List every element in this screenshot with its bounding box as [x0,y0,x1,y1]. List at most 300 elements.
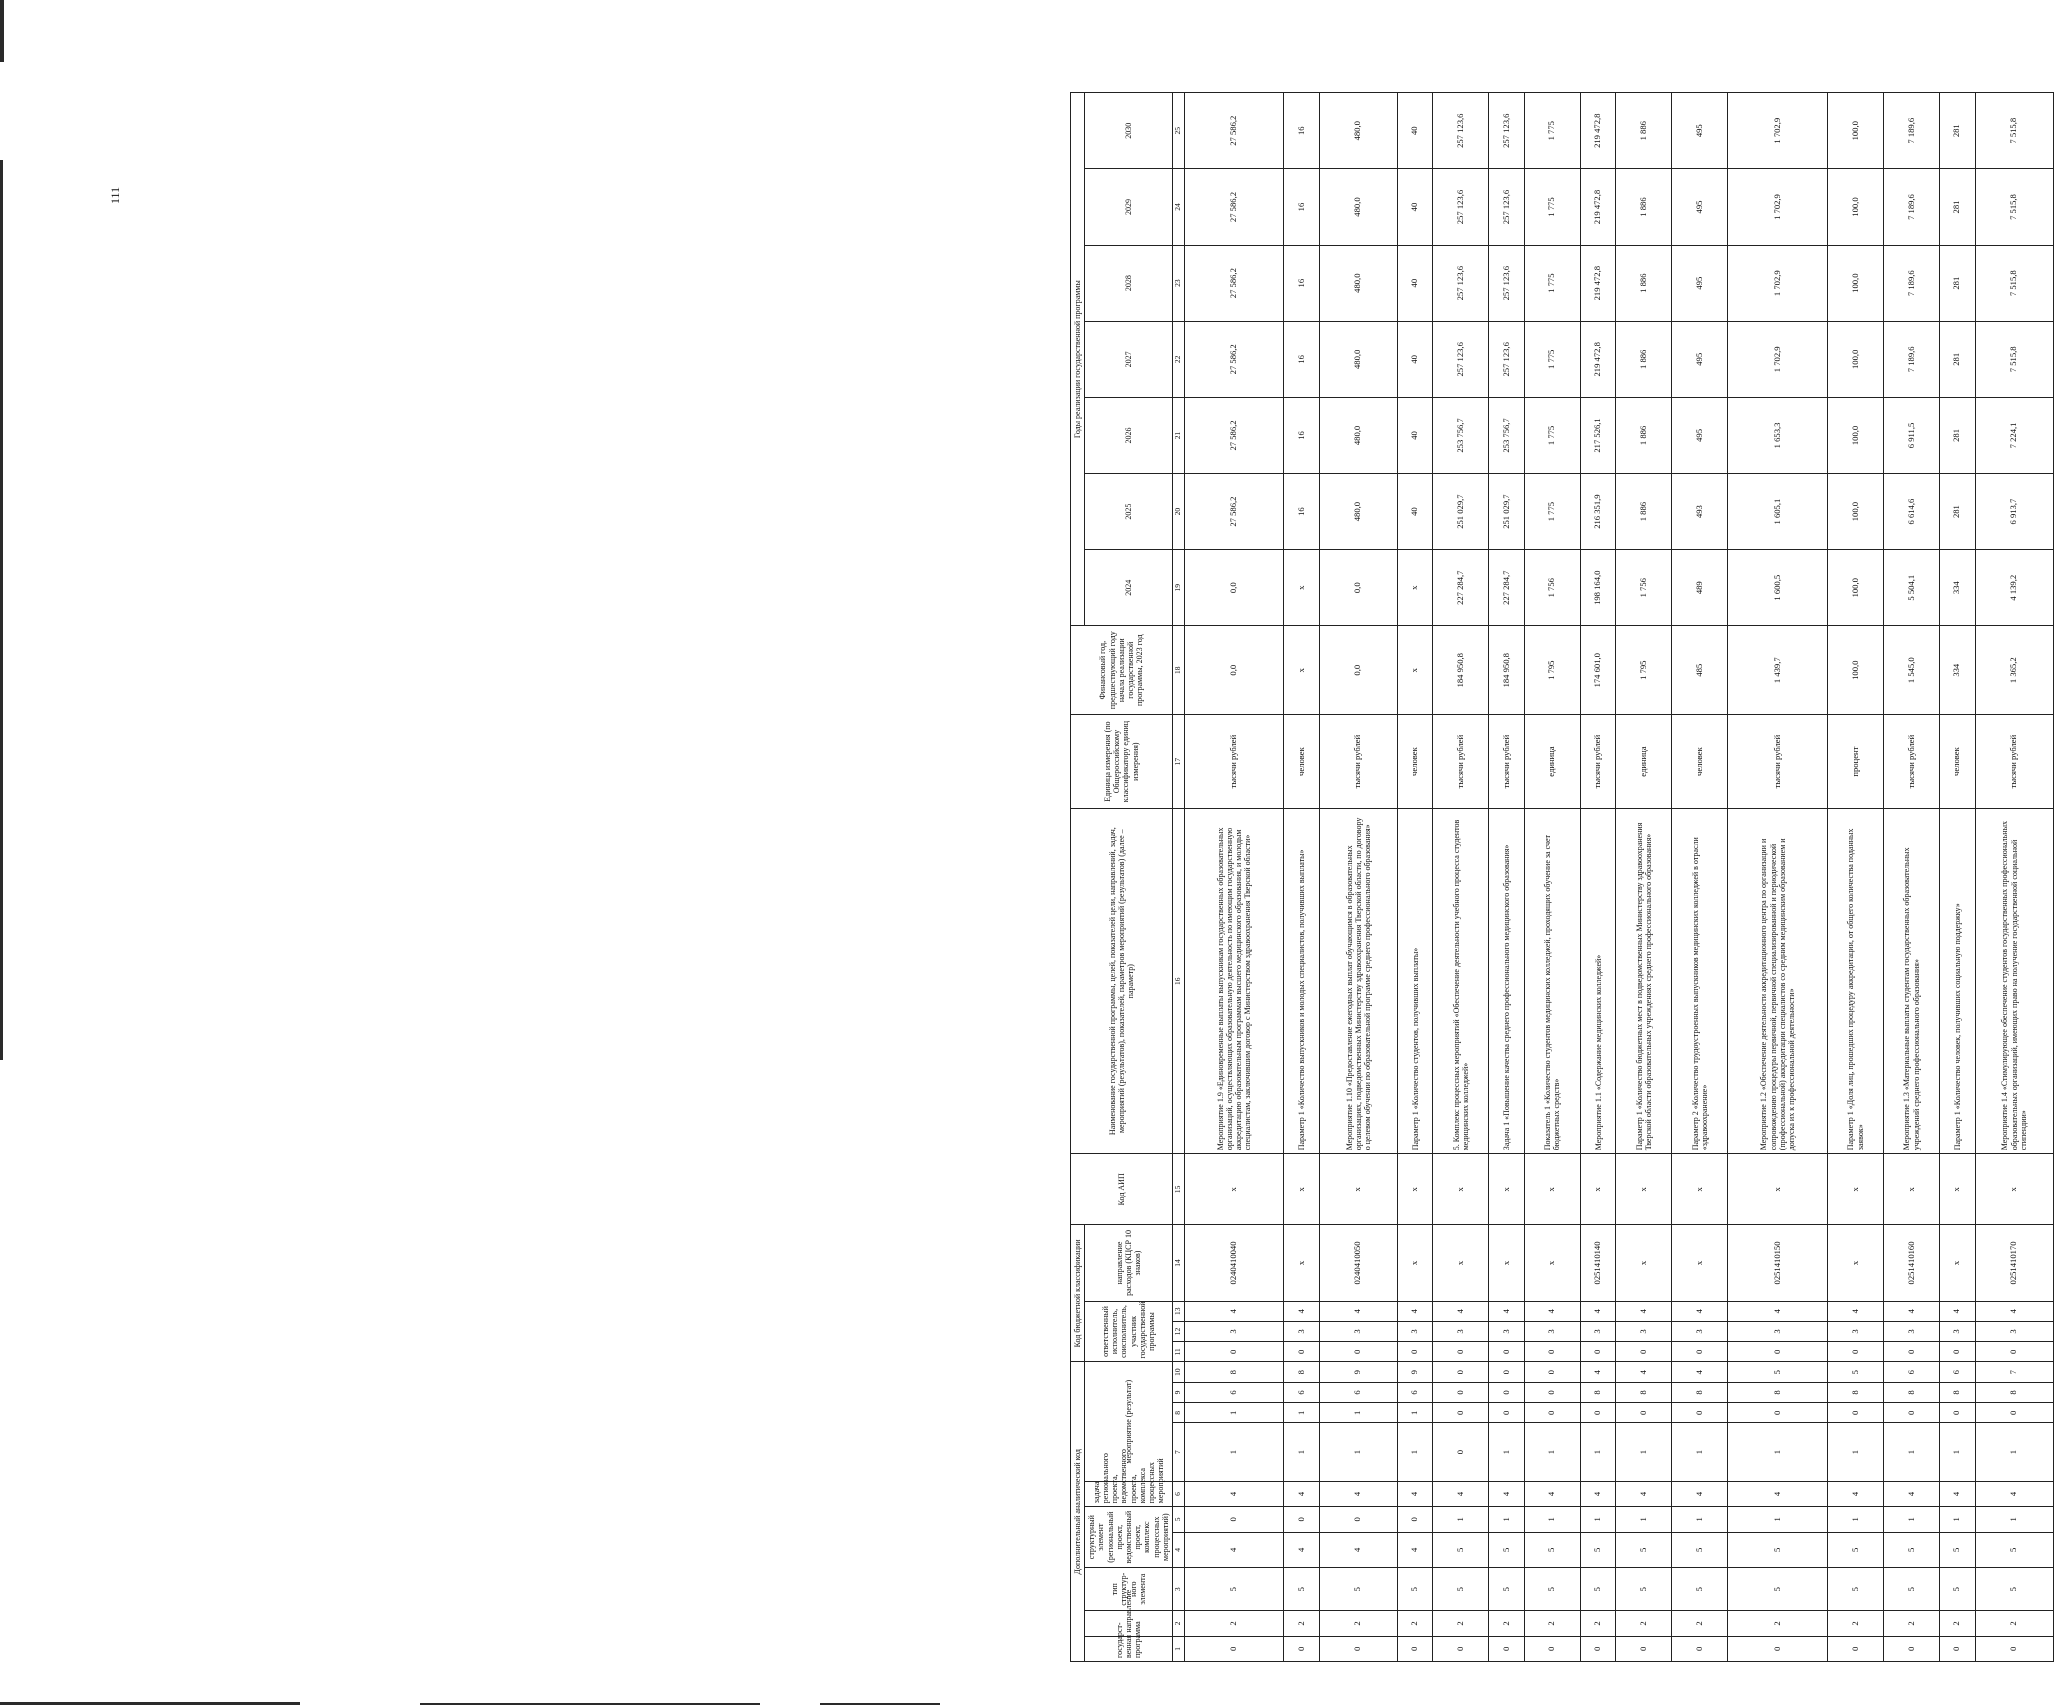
year-value-cell: 253 756,7 [1433,397,1489,473]
year-value-cell: 257 123,6 [1489,169,1525,245]
code-cell: 1 [1728,1423,1828,1481]
code-cell: 8 [1580,1382,1616,1402]
code-cell: 0 [1433,1382,1489,1402]
code-cell: 0 [1397,1507,1433,1532]
code-cell: 8 [1940,1382,1976,1402]
year-value-cell: 27 586,2 [1184,321,1284,397]
column-number: 21 [1172,397,1184,473]
year-value-cell: 6 911,5 [1884,397,1940,473]
code-cell: 3 [1975,1321,2053,1341]
name-cell: Параметр 1 «Доля лиц, прошедших процедуру аккредитации, от общего количества поданных заявок» [1828,809,1884,1154]
year-value-cell: 281 [1940,474,1976,550]
table-row [1489,93,1525,1662]
year-value-cell: 1 886 [1616,474,1672,550]
aip-cell: x [1319,1154,1397,1225]
column-number: 2 [1172,1611,1184,1636]
code-cell: 0 [1884,1403,1940,1423]
table-row [1284,93,1320,1662]
year-value-cell: 1 886 [1616,321,1672,397]
code-cell: 5 [1728,1362,1828,1382]
name-cell: Задача 1 «Повышение качества среднего профессионального медицинского образования» [1489,809,1525,1154]
name-cell: Мероприятие 1.10 «Предоставление ежегодных выплат обучающимся в образовательных организациях, подведомственных Министерству здравоохранения Тверской области, по договору о целевом обучении по образовательной программе среднего профессионального образования» [1319,809,1397,1154]
year-value-cell: 1 702,9 [1728,245,1828,321]
column-number: 7 [1172,1423,1184,1481]
code-cell: 6 [1940,1362,1976,1382]
year-value-cell: 217 526,1 [1580,397,1616,473]
code-cell: 1 [1524,1423,1580,1481]
fin-year-cell: 1 365,2 [1975,626,2053,715]
code-cell: 0 [1975,1403,2053,1423]
code-cell: 6 [1319,1382,1397,1402]
year-value-cell: 1 775 [1524,474,1580,550]
code-cell: 4 [1397,1532,1433,1568]
code-cell: 5 [1433,1568,1489,1611]
table-row [1397,93,1433,1662]
column-number: 25 [1172,93,1184,169]
code-cell: 8 [1828,1382,1884,1402]
year-value-cell: 7 515,8 [1975,169,2053,245]
code-cell: 5 [1184,1568,1284,1611]
code-cell: 5 [1828,1532,1884,1568]
year-value-cell: 7 189,6 [1884,245,1940,321]
code-cell: 4 [1489,1301,1525,1321]
column-number: 23 [1172,245,1184,321]
code-cell: 4 [1184,1481,1284,1506]
year-value-cell: 1 653,3 [1728,397,1828,473]
header-task: задача регионального проекта, ведомственного проекта, комплекса процессных мероприятий [1085,1481,1173,1506]
year-value-cell: 1 775 [1524,245,1580,321]
year-value-cell: 480,0 [1319,93,1397,169]
code-cell: 0 [1940,1403,1976,1423]
header-year-2028: 2028 [1085,245,1173,321]
code-cell: 3 [1524,1321,1580,1341]
kcsr-cell: x [1940,1225,1976,1301]
code-cell: 4 [1284,1301,1320,1321]
year-value-cell: 16 [1284,245,1320,321]
year-value-cell: 16 [1284,169,1320,245]
aip-cell: x [1828,1154,1884,1225]
fin-year-cell: 0,0 [1184,626,1284,715]
year-value-cell: 0,0 [1319,550,1397,626]
name-cell: Параметр 1 «Количество студентов, получивших выплаты» [1397,809,1433,1154]
kcsr-cell: x [1672,1225,1728,1301]
year-value-cell: 40 [1397,397,1433,473]
kcsr-cell: x [1433,1225,1489,1301]
scan-edge-top-left [0,0,4,62]
header-struct-type: тип структур-ного элемента [1085,1568,1173,1611]
code-cell: 1 [1728,1507,1828,1532]
code-cell: 2 [1284,1611,1320,1636]
code-cell: 4 [1975,1301,2053,1321]
year-value-cell: 1 886 [1616,397,1672,473]
code-cell: 4 [1940,1481,1976,1506]
code-cell: 5 [1728,1532,1828,1568]
code-cell: 4 [1433,1301,1489,1321]
unit-cell: тысячи рублей [1319,715,1397,809]
fin-year-cell: 1 795 [1524,626,1580,715]
year-value-cell: 4 139,2 [1975,550,2053,626]
year-value-cell: 257 123,6 [1433,245,1489,321]
code-cell: 4 [1616,1362,1672,1382]
year-value-cell: 257 123,6 [1433,93,1489,169]
code-cell: 0 [1524,1403,1580,1423]
name-cell: Мероприятие 1.2 «Обеспечение деятельности аккредитационного центра по организации и сопровождению процедуры первичной, первичной специализированной и периодической (профессиональной) аккредитации специалистов со средним медицинским образованием и допуска их к профессиональной деятельности» [1728,809,1828,1154]
header-program: государст-венная программа [1085,1636,1173,1661]
code-cell: 2 [1433,1611,1489,1636]
code-cell: 0 [1616,1342,1672,1362]
code-cell: 5 [1489,1532,1525,1568]
year-value-cell: 100,0 [1828,550,1884,626]
aip-cell: x [1433,1154,1489,1225]
column-number: 18 [1172,626,1184,715]
year-value-cell: 1 702,9 [1728,93,1828,169]
year-value-cell: 257 123,6 [1433,169,1489,245]
header-dop-code: Дополнительный аналитический код [1071,1362,1085,1662]
unit-cell: тысячи рублей [1580,715,1616,809]
name-cell: Параметр 2 «Количество трудоустроенных выпускников медицинских колледжей в отрасли «здравоохранение» [1672,809,1728,1154]
code-cell: 0 [1828,1342,1884,1362]
code-cell: 5 [1580,1532,1616,1568]
year-value-cell: 257 123,6 [1489,245,1525,321]
code-cell: 1 [1284,1403,1320,1423]
code-cell: 1 [1397,1423,1433,1481]
code-cell: 1 [1616,1507,1672,1532]
code-cell: 3 [1940,1321,1976,1341]
code-cell: 4 [1184,1301,1284,1321]
code-cell: 2 [1975,1611,2053,1636]
year-value-cell: 7 189,6 [1884,93,1940,169]
table-body [1184,93,2053,1662]
code-cell: 4 [1672,1301,1728,1321]
column-number: 9 [1172,1382,1184,1402]
code-cell: 7 [1975,1362,2053,1382]
column-number: 12 [1172,1321,1184,1341]
code-cell: 0 [1524,1342,1580,1362]
year-value-cell: 40 [1397,245,1433,321]
header-expense: направление расходов (КЦСР 10 знаков) [1085,1225,1173,1301]
code-cell: 3 [1616,1321,1672,1341]
year-value-cell: 480,0 [1319,397,1397,473]
unit-cell: процент [1828,715,1884,809]
code-cell: 1 [1580,1423,1616,1481]
code-cell: 3 [1433,1321,1489,1341]
header-admin: ответственный исполнитель, соисполнитель, участник государственной программы [1085,1301,1173,1362]
code-cell: 1 [1940,1423,1976,1481]
aip-cell: x [1284,1154,1320,1225]
kcsr-cell: x [1616,1225,1672,1301]
scan-edge-left [0,160,3,1060]
code-cell: 4 [1580,1481,1616,1506]
unit-cell: человек [1284,715,1320,809]
column-number: 8 [1172,1403,1184,1423]
kcsr-cell: x [1524,1225,1580,1301]
header-row-1 [1071,93,1085,1662]
code-cell: 0 [1284,1342,1320,1362]
code-cell: 3 [1284,1321,1320,1341]
year-value-cell: 1 605,1 [1728,474,1828,550]
code-cell: 0 [1728,1403,1828,1423]
code-cell: 1 [1580,1507,1616,1532]
year-value-cell: 216 351,9 [1580,474,1616,550]
year-value-cell: 257 123,6 [1489,93,1525,169]
year-value-cell: 281 [1940,397,1976,473]
fin-year-cell: 0,0 [1319,626,1397,715]
code-cell: 0 [1940,1342,1976,1362]
code-cell: 4 [1319,1532,1397,1568]
unit-cell: человек [1940,715,1976,809]
unit-cell: тысячи рублей [1489,715,1525,809]
code-cell: 1 [1319,1423,1397,1481]
header-kbk: Код бюджетной классификации [1071,1225,1085,1362]
code-cell: 3 [1884,1321,1940,1341]
year-value-cell: 334 [1940,550,1976,626]
code-cell: 4 [1489,1481,1525,1506]
code-cell: 1 [1672,1507,1728,1532]
code-cell: 5 [1884,1568,1940,1611]
column-number: 13 [1172,1301,1184,1321]
year-value-cell: 40 [1397,169,1433,245]
fin-year-cell: 485 [1672,626,1728,715]
kcsr-cell: x [1397,1225,1433,1301]
code-cell: 3 [1397,1321,1433,1341]
code-cell: 1 [1489,1507,1525,1532]
name-cell: Параметр 1 «Количество бюджетных мест в подведомственных Министерству здравоохранения Тверской области образовательных учреждениях среднего профессионального образования» [1616,809,1672,1154]
year-value-cell: x [1397,550,1433,626]
code-cell: 0 [1828,1636,1884,1661]
aip-cell: x [1672,1154,1728,1225]
code-cell: 1 [1433,1507,1489,1532]
header-year-2027: 2027 [1085,321,1173,397]
code-cell: 4 [1184,1532,1284,1568]
table-row [1184,93,1284,1662]
column-number: 17 [1172,715,1184,809]
code-cell: 0 [1975,1636,2053,1661]
aip-cell: x [1580,1154,1616,1225]
column-number: 16 [1172,809,1184,1154]
year-value-cell: 480,0 [1319,321,1397,397]
year-value-cell: 1 886 [1616,169,1672,245]
year-value-cell: 100,0 [1828,245,1884,321]
year-value-cell: 480,0 [1319,169,1397,245]
code-cell: 0 [1940,1636,1976,1661]
code-cell: 5 [1828,1362,1884,1382]
aip-cell: x [1728,1154,1828,1225]
year-value-cell: x [1284,550,1320,626]
code-cell: 0 [1884,1342,1940,1362]
year-value-cell: 40 [1397,321,1433,397]
table-row [1580,93,1616,1662]
code-cell: 4 [1433,1481,1489,1506]
code-cell: 8 [1184,1362,1284,1382]
code-cell: 4 [1616,1481,1672,1506]
year-value-cell: 495 [1672,397,1728,473]
aip-cell: x [1940,1154,1976,1225]
aip-cell: x [1489,1154,1525,1225]
code-cell: 8 [1672,1382,1728,1402]
name-cell: Показатель 1 «Количество студентов медицинских колледжей, проходящих обучение за счет бюджетных средств» [1524,809,1580,1154]
year-value-cell: 7 224,1 [1975,397,2053,473]
year-value-cell: 1 756 [1616,550,1672,626]
code-cell: 5 [1728,1568,1828,1611]
year-value-cell: 27 586,2 [1184,93,1284,169]
code-cell: 5 [1616,1532,1672,1568]
code-cell: 5 [1524,1532,1580,1568]
scan-edge-bottom-left [0,1702,300,1705]
code-cell: 3 [1184,1321,1284,1341]
code-cell: 1 [1975,1423,2053,1481]
code-cell: 0 [1489,1403,1525,1423]
code-cell: 0 [1433,1636,1489,1661]
unit-cell: тысячи рублей [1433,715,1489,809]
year-value-cell: 257 123,6 [1433,321,1489,397]
column-number: 11 [1172,1342,1184,1362]
page-number: 111 [108,186,122,204]
code-cell: 4 [1828,1301,1884,1321]
code-cell: 5 [1616,1568,1672,1611]
year-value-cell: 227 284,7 [1433,550,1489,626]
column-number: 1 [1172,1636,1184,1661]
table-row [1524,93,1580,1662]
year-value-cell: 5 504,1 [1884,550,1940,626]
year-value-cell: 219 472,8 [1580,93,1616,169]
kcsr-cell: 0240410040 [1184,1225,1284,1301]
fin-year-cell: 174 601,0 [1580,626,1616,715]
year-value-cell: 7 515,8 [1975,93,2053,169]
header-struct-elem: структурный элемент (региональный проект, ведомственный проект, комплекс процессных мероприятий) [1085,1507,1173,1568]
table-row [1975,93,2053,1662]
year-value-cell: 7 189,6 [1884,169,1940,245]
code-cell: 4 [1975,1481,2053,1506]
code-cell: 4 [1397,1301,1433,1321]
code-cell: 1 [1884,1423,1940,1481]
code-cell: 2 [1828,1611,1884,1636]
code-cell: 8 [1616,1382,1672,1402]
year-value-cell: 100,0 [1828,397,1884,473]
aip-cell: x [1616,1154,1672,1225]
code-cell: 2 [1728,1611,1828,1636]
name-cell: Параметр 1 «Количество человек, получивших социальную поддержку» [1940,809,1976,1154]
code-cell: 6 [1884,1362,1940,1382]
kcsr-cell: 0251410140 [1580,1225,1616,1301]
header-fin-year: Финансовый год, предшествующий году начала реализации государственной программы, 2023 год [1071,626,1173,715]
year-value-cell: 1 775 [1524,397,1580,473]
table-row [1433,93,1489,1662]
rotated-table-wrapper [1070,92,2028,1662]
year-value-cell: 1 756 [1524,550,1580,626]
column-number-row [1172,93,1184,1662]
code-cell: 4 [1524,1301,1580,1321]
code-cell: 5 [1580,1568,1616,1611]
kcsr-cell: 0240410050 [1319,1225,1397,1301]
code-cell: 0 [1672,1342,1728,1362]
code-cell: 1 [1616,1423,1672,1481]
code-cell: 5 [1828,1568,1884,1611]
code-cell: 5 [1672,1532,1728,1568]
aip-cell: x [1884,1154,1940,1225]
name-cell: Параметр 1 «Количество выпускников и молодых специалистов, получивших выплаты» [1284,809,1320,1154]
year-value-cell: 493 [1672,474,1728,550]
aip-cell: x [1184,1154,1284,1225]
table-row [1940,93,1976,1662]
column-number: 15 [1172,1154,1184,1225]
code-cell: 5 [1975,1532,2053,1568]
year-value-cell: 281 [1940,169,1976,245]
kcsr-cell: 0251410170 [1975,1225,2053,1301]
code-cell: 0 [1489,1342,1525,1362]
code-cell: 8 [1975,1382,2053,1402]
code-cell: 6 [1284,1382,1320,1402]
code-cell: 0 [1580,1403,1616,1423]
code-cell: 1 [1489,1423,1525,1481]
code-cell: 2 [1672,1611,1728,1636]
code-cell: 5 [1319,1568,1397,1611]
code-cell: 0 [1489,1362,1525,1382]
year-value-cell: 253 756,7 [1489,397,1525,473]
year-value-cell: 40 [1397,93,1433,169]
code-cell: 1 [1828,1423,1884,1481]
table-row [1616,93,1672,1662]
code-cell: 2 [1489,1611,1525,1636]
code-cell: 3 [1828,1321,1884,1341]
column-number: 19 [1172,550,1184,626]
code-cell: 4 [1616,1301,1672,1321]
column-number: 24 [1172,169,1184,245]
code-cell: 4 [1672,1481,1728,1506]
year-value-cell: 6 614,6 [1884,474,1940,550]
unit-cell: тысячи рублей [1728,715,1828,809]
fin-year-cell: x [1397,626,1433,715]
column-number: 4 [1172,1532,1184,1568]
code-cell: 0 [1616,1403,1672,1423]
year-value-cell: 281 [1940,321,1976,397]
code-cell: 2 [1940,1611,1976,1636]
year-value-cell: 227 284,7 [1489,550,1525,626]
column-number: 20 [1172,474,1184,550]
code-cell: 5 [1284,1568,1320,1611]
year-value-cell: 251 029,7 [1489,474,1525,550]
code-cell: 6 [1184,1382,1284,1402]
year-value-cell: 1 775 [1524,93,1580,169]
year-value-cell: 7 515,8 [1975,321,2053,397]
header-unit: Единица измерения (по Общероссийскому классификатору единиц измерения) [1071,715,1173,809]
code-cell: 2 [1524,1611,1580,1636]
scan-edge-bottom-right [820,1703,940,1705]
name-cell: Мероприятие 1.4 «Стимулирующее обеспечение студентов государственных профессиональных образовательных организаций, имеющих право на получение государственной социальной стипендии» [1975,809,2053,1154]
year-value-cell: 16 [1284,397,1320,473]
aip-cell: x [1524,1154,1580,1225]
year-value-cell: 251 029,7 [1433,474,1489,550]
header-year-2026: 2026 [1085,397,1173,473]
code-cell: 8 [1284,1362,1320,1382]
table-row [1884,93,1940,1662]
year-value-cell: 40 [1397,474,1433,550]
code-cell: 0 [1580,1636,1616,1661]
year-value-cell: 1 886 [1616,93,1672,169]
code-cell: 0 [1580,1342,1616,1362]
code-cell: 4 [1284,1532,1320,1568]
code-cell: 0 [1828,1403,1884,1423]
table-row [1728,93,1828,1662]
year-value-cell: 219 472,8 [1580,169,1616,245]
year-value-cell: 16 [1284,321,1320,397]
code-cell: 1 [1319,1403,1397,1423]
year-value-cell: 27 586,2 [1184,245,1284,321]
header-name: Наименование государственной программы, целей, показателей цели, направлений, задач, мероприятий (результатов), показателей, параметров мероприятий (результатов) (далее – параметр) [1071,809,1173,1154]
code-cell: 4 [1580,1301,1616,1321]
year-value-cell: 489 [1672,550,1728,626]
code-cell: 4 [1319,1481,1397,1506]
aip-cell: x [1397,1154,1433,1225]
